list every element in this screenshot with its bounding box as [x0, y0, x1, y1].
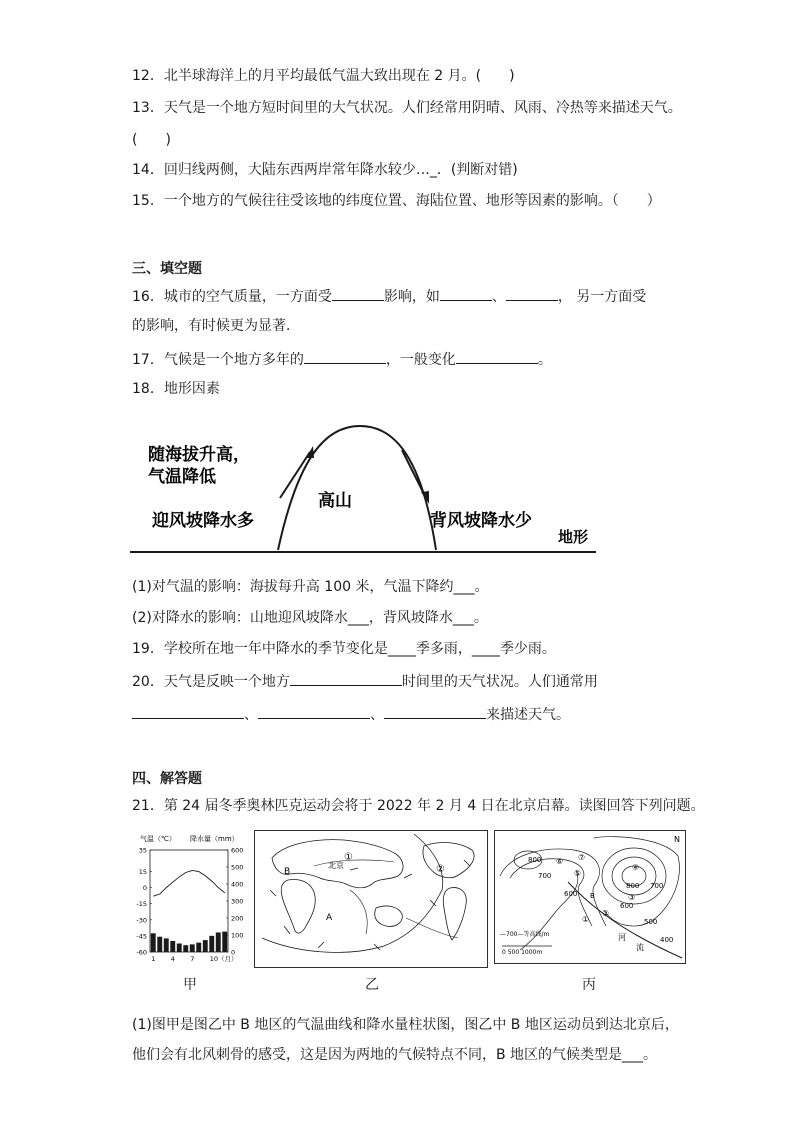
bing-point-2: ②: [602, 909, 610, 918]
jia-precip-bar: [203, 940, 208, 952]
q16-text-4: ， 另一方面受: [557, 289, 647, 305]
jia-x-label: 10（月）: [209, 955, 238, 963]
label-leeward: 背风坡降水少: [430, 511, 532, 531]
jia-temperature-curve: [153, 870, 225, 896]
bing-contour-500: 500: [644, 918, 658, 926]
q20-blank-4[interactable]: [384, 704, 486, 719]
label-rise-1: 随海拔升高，: [148, 445, 250, 465]
question-13-bracket: ( ): [132, 132, 171, 148]
jia-precip-bar: [157, 937, 162, 952]
jia-x-label: 1: [151, 955, 156, 963]
question-18: 18．地形因素: [132, 381, 220, 397]
q20-text-end: 来描述天气。: [486, 707, 570, 723]
jia-right-tick-label: 300: [231, 897, 244, 906]
question-21-1-line2: 他们会有北风刺骨的感受，这是因为两地的气候特点不同，B 地区的气候类型是___。: [132, 1047, 658, 1063]
jia-precip-bar: [190, 944, 195, 952]
question-18-1: (1)对气温的影响：海拔每升高 100 米，气温下降约___。: [132, 579, 489, 595]
jia-right-axis-title: 降水量（mm）: [190, 835, 239, 843]
question-17: [132, 349, 552, 369]
jia-left-tick-label: 35: [138, 846, 147, 855]
question-14: 14．回归线两侧，大陆东西两岸常年降水较少…_．(判断对错): [132, 162, 518, 178]
section-3-heading: 三、填空题: [132, 261, 202, 277]
q20-blank-2[interactable]: [132, 704, 244, 719]
q20-blank-3[interactable]: [258, 704, 370, 719]
jia-left-axis-title: 气温（℃）: [140, 835, 176, 843]
q16-text-2: 影响，如: [383, 289, 440, 305]
world-map-yi: [254, 830, 488, 968]
bing-contour-700-a: 700: [538, 872, 552, 880]
q16-blank-2[interactable]: [440, 286, 492, 301]
jia-left-tick-label: -30: [136, 916, 147, 925]
question-12: 12．北半球海洋上的月平均最低气温大致出现在 2 月。( ): [132, 68, 515, 84]
question-18-2: (2)对降水的影响：山地迎风坡降水___，背风坡降水___。: [132, 610, 488, 626]
jia-x-label: 7: [190, 955, 195, 963]
bing-river-label-2: 流: [636, 943, 644, 952]
jia-left-tick-label: 15: [138, 867, 147, 876]
question-20-line2: [132, 704, 570, 724]
jia-right-tick-label: 0: [231, 948, 236, 957]
q20-text-2: 时间里的天气状况。人们通常用: [401, 674, 598, 690]
question-20: [132, 671, 598, 691]
q17-blank-2[interactable]: [456, 349, 538, 364]
question-16-line2: 的影响，有时候更为显著．: [132, 318, 300, 334]
jia-precip-bar: [177, 944, 182, 953]
terrain-diagram: [130, 418, 600, 558]
question-16: [132, 286, 646, 306]
climate-chart-jia: [124, 830, 252, 970]
question-19: 19．学校所在地一年中降水的季节变化是____季多雨，____季少雨。: [132, 641, 556, 657]
jia-right-tick-label: 200: [231, 914, 244, 923]
yi-label-b: B: [284, 867, 291, 877]
bing-contour-400: 400: [660, 936, 674, 944]
contour-map-bing: [494, 830, 686, 964]
jia-left-tick-label: -15: [136, 900, 147, 909]
label-mountain: 高山: [318, 491, 352, 511]
bing-point-5: ⑤: [574, 869, 582, 878]
bing-point-7: ⑦: [578, 853, 586, 862]
label-windward: 迎风坡降水多: [152, 511, 254, 531]
q20-blank-1[interactable]: [290, 671, 402, 686]
jia-precip-bar: [170, 941, 175, 952]
section-4-heading: 四、解答题: [132, 771, 202, 787]
q17-text-3: 。: [537, 352, 552, 368]
q20-sep-2: 、: [370, 707, 384, 723]
bing-contour-700-b: 700: [650, 882, 664, 890]
bing-point-4: ④: [632, 863, 640, 872]
bing-point-b: B: [590, 892, 595, 900]
jia-precip-bar: [209, 936, 214, 952]
jia-precip-bar: [151, 933, 156, 952]
q16-text-3: 、: [491, 289, 506, 305]
q17-text-2: ，一般变化: [385, 352, 456, 368]
caption-bing: 丙: [582, 977, 596, 993]
bing-contour-800-a: 800: [528, 856, 542, 864]
question-21-1: (1)图甲是图乙中 B 地区的气温曲线和降水量柱状图，图乙中 B 地区运动员到达北京后，: [132, 1017, 679, 1033]
jia-left-tick-label: -45: [136, 932, 147, 941]
bing-contour-800-b: 800: [626, 882, 640, 890]
rising-arrowhead: [306, 446, 314, 458]
jia-right-tick-label: 100: [231, 931, 244, 940]
jia-precip-bar: [183, 945, 188, 952]
q20-text-1: 20．天气是反映一个地方: [132, 674, 290, 690]
caption-jia: 甲: [183, 977, 197, 993]
jia-left-tick-label: 0: [142, 884, 147, 893]
jia-precip-bar: [196, 943, 201, 952]
question-13: 13．天气是一个地方短时间里的大气状况。人们经常用阴晴、风雨、冷热等来描述天气。: [132, 100, 682, 116]
q17-text-1: 17．气候是一个地方多年的: [132, 352, 304, 368]
bing-contour-600-b: 600: [620, 902, 634, 910]
q16-text-1: 16．城市的空气质量，一方面受: [132, 289, 332, 305]
mountain-outline: [278, 426, 436, 550]
jia-left-tick-label: -60: [136, 948, 147, 957]
yi-label-beijing: 北京: [328, 861, 344, 870]
q16-blank-1[interactable]: [332, 286, 384, 301]
jia-precip-bar: [216, 932, 221, 952]
label-rise-2: 气温降低: [148, 467, 216, 487]
label-terrain: 地形: [558, 528, 589, 546]
bing-north-label: N: [674, 835, 680, 844]
jia-precip-bar: [222, 932, 227, 952]
jia-x-label: 4: [170, 955, 175, 963]
bing-legend-contour: —700—等高线/m: [500, 931, 550, 938]
descending-arrow: [402, 450, 426, 498]
jia-right-tick-label: 400: [231, 880, 244, 889]
question-15: 15．一个地方的气候往往受该地的纬度位置、海陆位置、地形等因素的影响。（ ）: [132, 193, 661, 209]
jia-precip-bar: [164, 938, 169, 952]
descending-arrowhead: [421, 491, 429, 504]
bing-point-6: ⑥: [556, 857, 564, 866]
jia-right-tick-label: 600: [231, 846, 244, 855]
yi-label-a: A: [326, 913, 333, 923]
q20-sep-1: 、: [244, 707, 258, 723]
yi-label-2: ②: [436, 864, 445, 875]
q17-blank-1[interactable]: [304, 349, 386, 364]
bing-legend-scale: 0 500 1000m: [502, 949, 543, 956]
bing-contour-600-a: 600: [564, 890, 578, 898]
bing-point-1: ①: [582, 915, 590, 924]
question-21: 21．第 24 届冬季奥林匹克运动会将于 2022 年 2 月 4 日在北京启幕。读图回答下列问题。: [132, 798, 705, 814]
jia-right-tick-label: 500: [231, 863, 244, 872]
yi-label-1: ①: [344, 852, 353, 863]
q16-blank-3[interactable]: [506, 286, 558, 301]
bing-point-3: ③: [628, 893, 636, 902]
caption-yi: 乙: [365, 977, 379, 993]
bing-river-label-1: 河: [618, 933, 626, 942]
